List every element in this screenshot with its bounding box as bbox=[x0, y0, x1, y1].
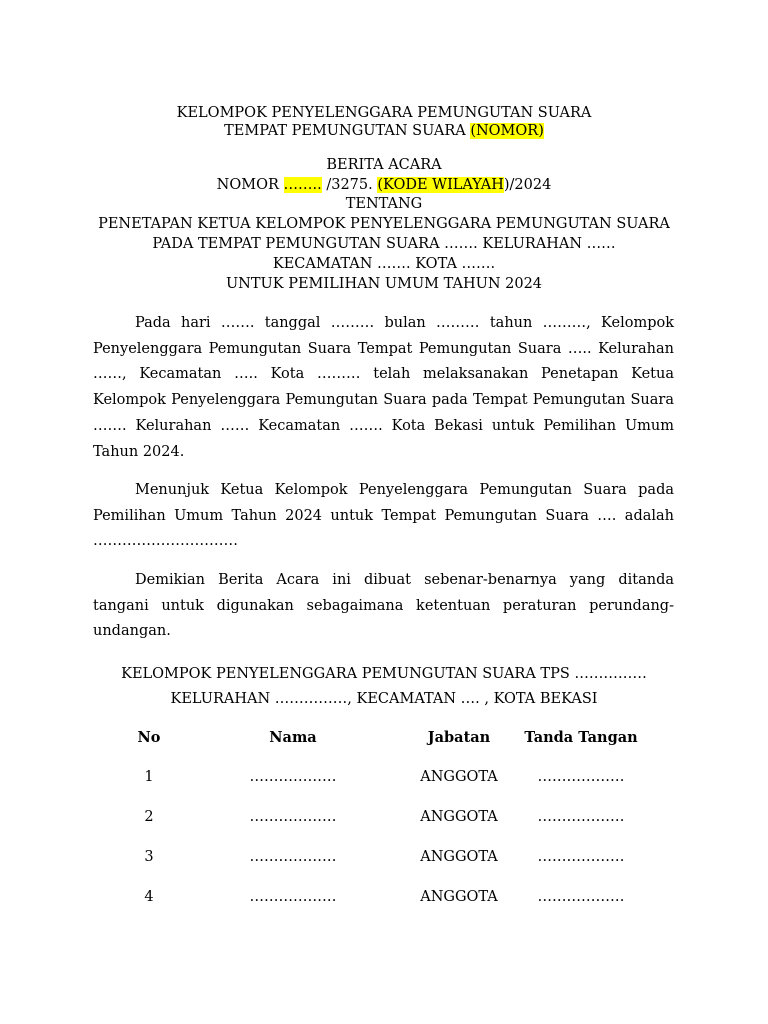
paragraph-3: Demikian Berita Acara ini dibuat sebenar-benarnya yang ditanda tangani untuk digunakan sebagaimana ketentuan peraturan perundang-undangan. bbox=[93, 572, 674, 640]
table-row bbox=[0, 849, 768, 869]
tps-number-placeholder: (NOMOR) bbox=[470, 123, 544, 139]
subject-line-3: KECAMATAN ……. KOTA ……. bbox=[272, 256, 496, 272]
tentang-label: TENTANG bbox=[345, 196, 423, 212]
row-no: 2 bbox=[144, 809, 154, 825]
nomor-line bbox=[0, 175, 768, 195]
header-jabatan: Jabatan bbox=[427, 729, 491, 746]
row-no: 3 bbox=[144, 849, 154, 865]
row-nama: ……………… bbox=[249, 769, 337, 785]
berita-acara-title: BERITA ACARA bbox=[326, 157, 442, 173]
nomor-prefix: NOMOR bbox=[216, 177, 284, 193]
row-nama: ……………… bbox=[249, 809, 337, 825]
table-header-row bbox=[0, 729, 768, 749]
row-jabatan: ANGGOTA bbox=[420, 769, 498, 785]
header-tanda-tangan: Tanda Tangan bbox=[524, 729, 638, 746]
header-line-1: KELOMPOK PENYELENGGARA PEMUNGUTAN SUARA bbox=[176, 105, 592, 121]
subject-line-2: PADA TEMPAT PEMUNGUTAN SUARA ……. KELURAHAN …… bbox=[152, 236, 616, 252]
subject-line-4: UNTUK PEMILIHAN UMUM TAHUN 2024 bbox=[225, 276, 543, 292]
row-tanda-tangan: ……………… bbox=[537, 849, 625, 865]
row-jabatan: ANGGOTA bbox=[420, 849, 498, 865]
row-no: 4 bbox=[144, 889, 154, 905]
row-nama: ……………… bbox=[249, 849, 337, 865]
member-table bbox=[0, 729, 768, 919]
paragraph-2: Menunjuk Ketua Kelompok Penyelenggara Pemungutan Suara pada Pemilihan Umum Tahun 2024 untuk Tempat Pemungutan Suara …. adalah ………………………… bbox=[93, 482, 674, 550]
table-row bbox=[0, 769, 768, 789]
header-line-2 bbox=[0, 121, 768, 141]
row-tanda-tangan: ……………… bbox=[537, 769, 625, 785]
row-no: 1 bbox=[144, 769, 154, 785]
row-tanda-tangan: ……………… bbox=[537, 809, 625, 825]
nomor-suffix: )/2024 bbox=[503, 177, 552, 193]
nomor-mid: /3275. bbox=[321, 177, 378, 193]
header-line-2-text: TEMPAT PEMUNGUTAN SUARA bbox=[224, 123, 471, 139]
header-no: No bbox=[137, 729, 161, 746]
header-nama: Nama bbox=[269, 729, 317, 746]
table-row bbox=[0, 889, 768, 909]
paragraph-1: Pada hari ……. tanggal ……… bulan ……… tahun ………, Kelompok Penyelenggara Pemungutan Suara Tempat Pemungutan Suara ….. Kelurahan ……, Kecamatan ….. Kota ……… telah melaksanakan Penetapan Ketua Kelompok Penyelenggara Pemungutan Suara pada Tempat Pemungutan Suara ……. Kelurahan …… Kecamatan ……. Kota Bekasi untuk Pemilihan Umum Tahun 2024. bbox=[93, 315, 674, 460]
signature-block-line-2: KELURAHAN ……………, KECAMATAN …. , KOTA BEKASI bbox=[170, 691, 598, 707]
subject-line-1: PENETAPAN KETUA KELOMPOK PENYELENGGARA PEMUNGUTAN SUARA bbox=[98, 216, 670, 232]
row-tanda-tangan: ……………… bbox=[537, 889, 625, 905]
row-nama: ……………… bbox=[249, 889, 337, 905]
row-jabatan: ANGGOTA bbox=[420, 889, 498, 905]
table-row bbox=[0, 809, 768, 829]
signature-block-line-1: KELOMPOK PENYELENGGARA PEMUNGUTAN SUARA TPS …………… bbox=[121, 666, 647, 682]
row-jabatan: ANGGOTA bbox=[420, 809, 498, 825]
nomor-blank: …….. bbox=[283, 177, 322, 193]
kode-wilayah-placeholder: (KODE WILAYAH bbox=[377, 177, 504, 193]
